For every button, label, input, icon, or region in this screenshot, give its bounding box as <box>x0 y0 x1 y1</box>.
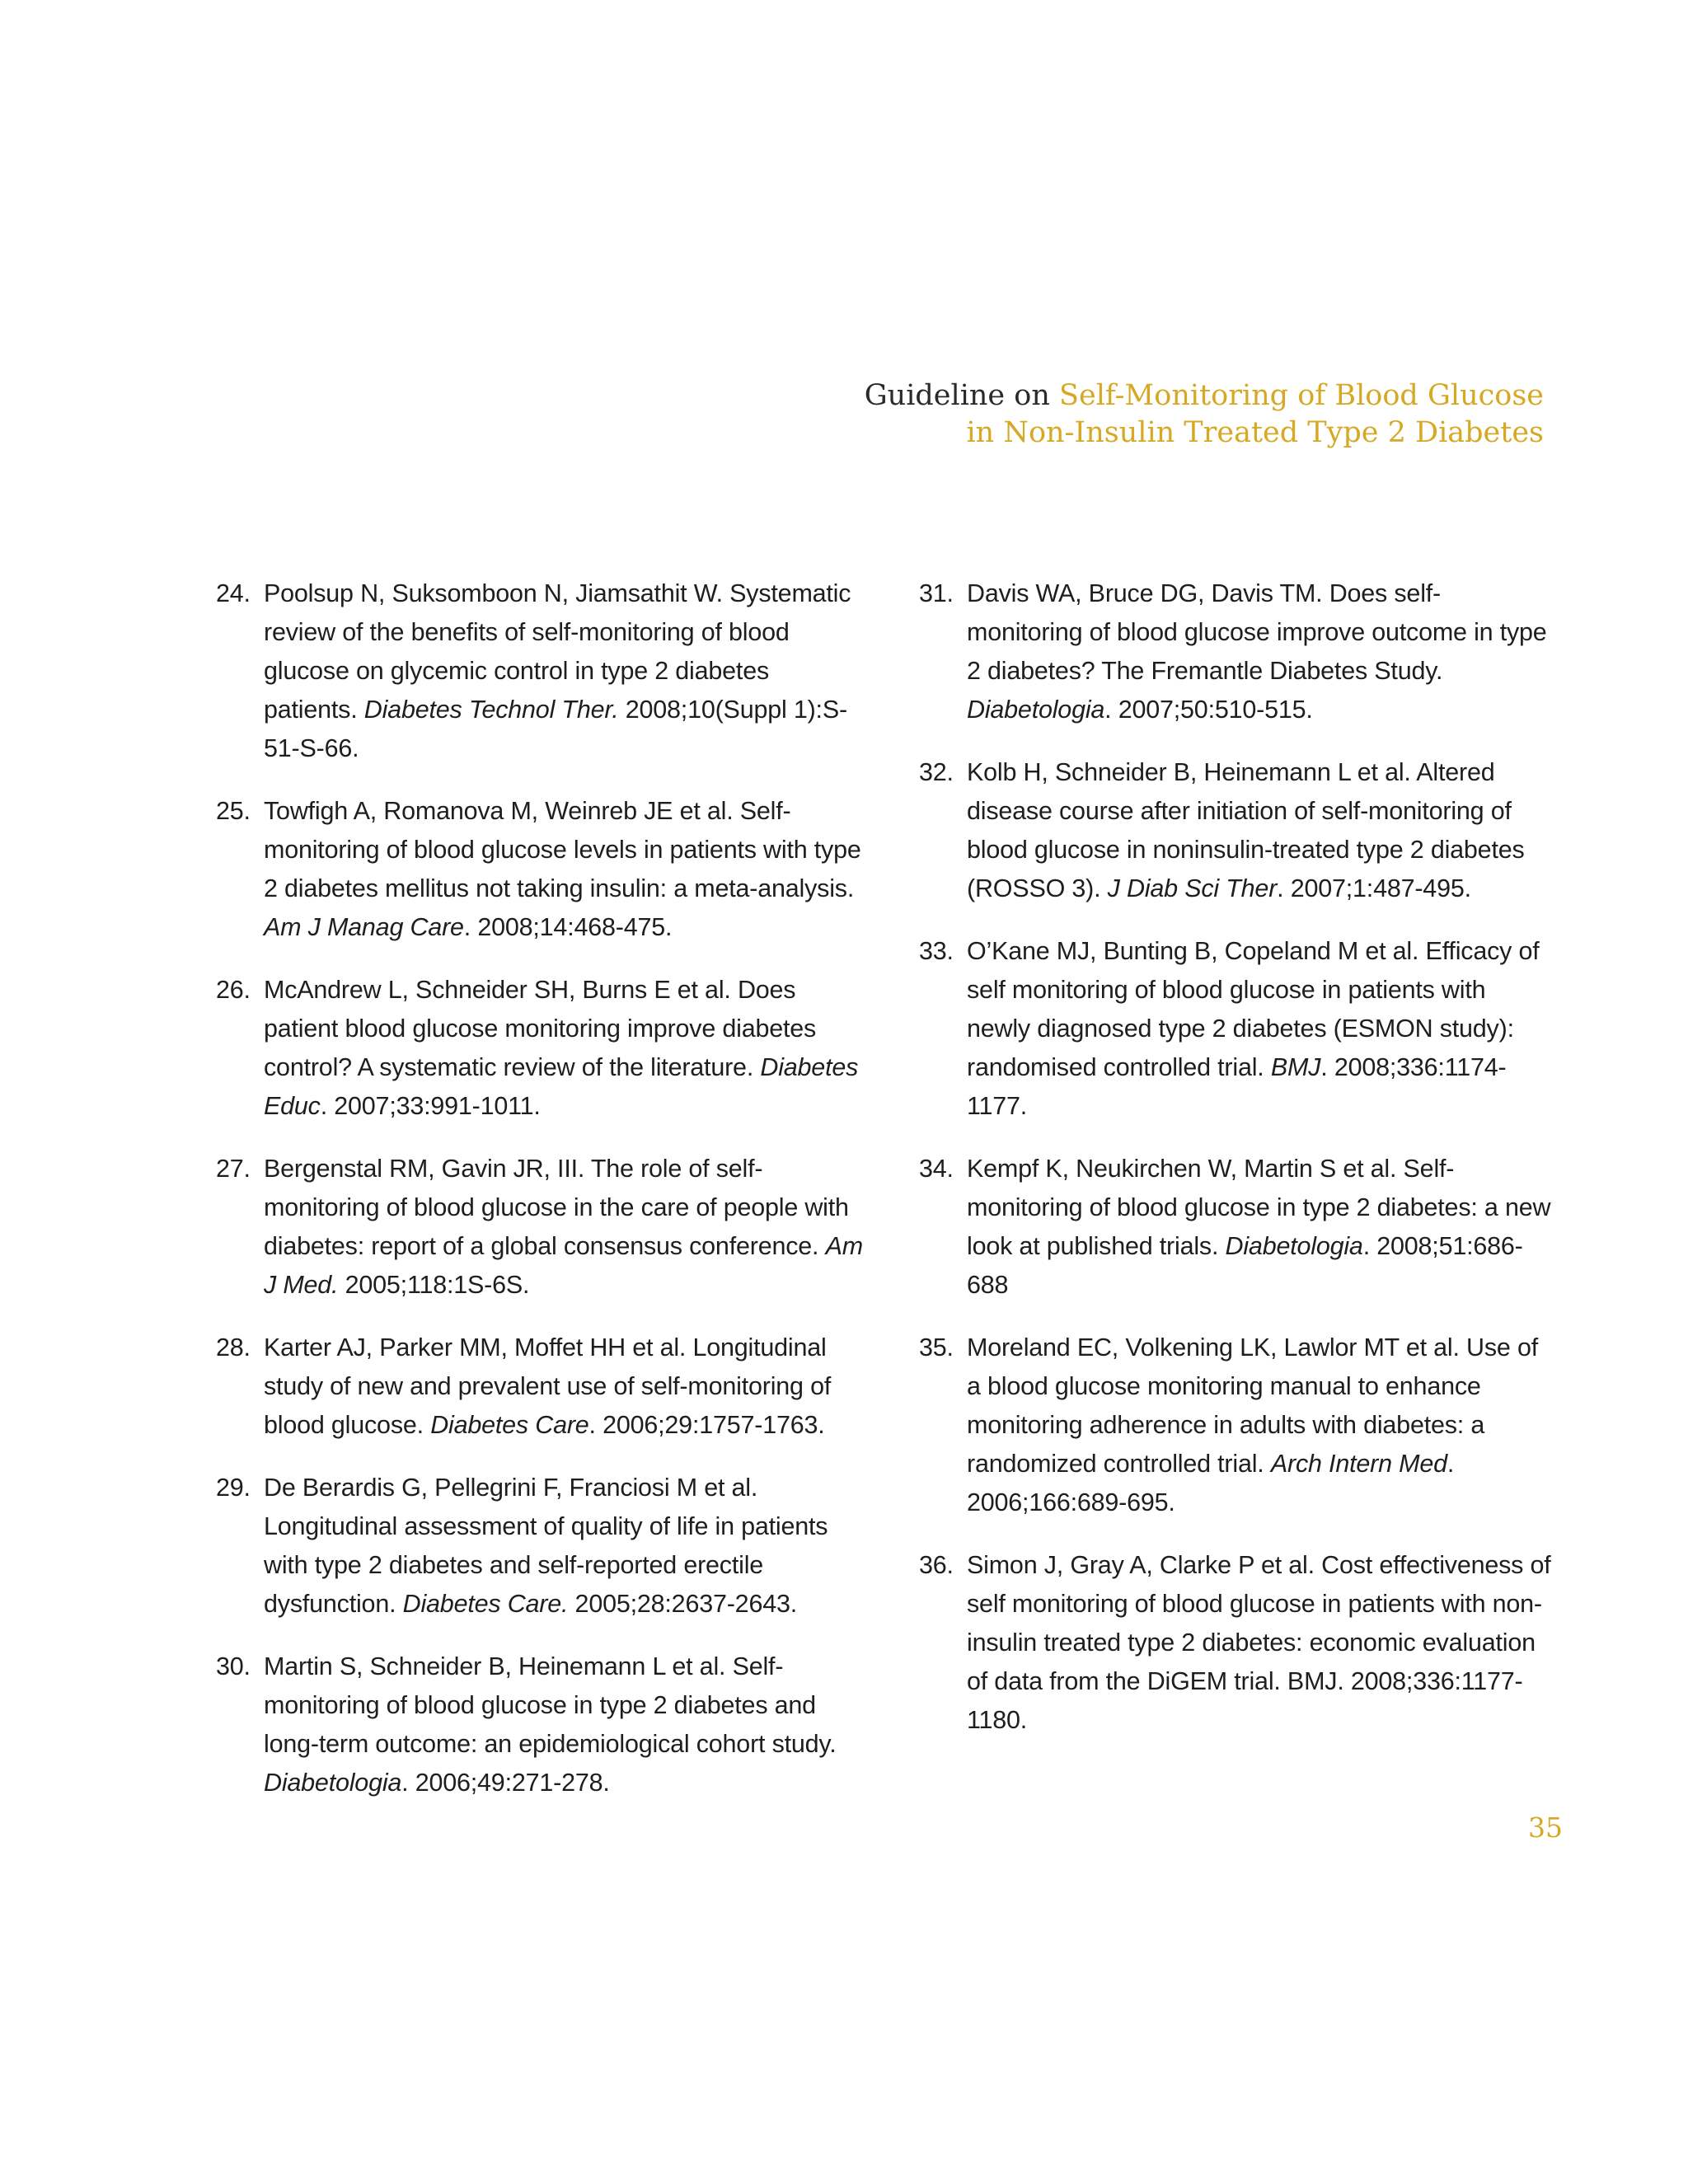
header-line-1 <box>865 377 1544 415</box>
reference-journal: Diabetologia <box>1225 1232 1363 1260</box>
reference-number: 35. <box>919 1333 954 1361</box>
reference-tail: 2008;10(Suppl 1):S-51-S-66. <box>264 696 847 762</box>
reference-text: Towfigh A, Romanova M, Weinreb JE et al. Self-monitoring of blood glucose levels in patients with type 2 diabetes mellitus not taking insulin: a meta-analysis. <box>264 797 861 902</box>
page-header <box>865 377 1544 452</box>
reference-item <box>919 1329 1554 1522</box>
reference-tail: . 2007;1:487-495. <box>1277 874 1471 902</box>
reference-text: McAndrew L, Schneider SH, Burns E et al. Does patient blood glucose monitoring improve diabetes control? A systematic review of the literature. <box>264 976 817 1081</box>
reference-number: 32. <box>919 758 954 786</box>
reference-item <box>216 574 867 768</box>
reference-item <box>919 932 1554 1126</box>
reference-number: 30. <box>216 1652 251 1680</box>
reference-number: 34. <box>919 1155 954 1183</box>
reference-tail: . 2006;166:689-695. <box>967 1450 1455 1516</box>
reference-journal: Diabetologia <box>264 1769 402 1797</box>
reference-number: 36. <box>919 1551 954 1579</box>
reference-tail: 2005;118:1S-6S. <box>338 1271 530 1299</box>
reference-tail: . 2008;336:1174-1177. <box>967 1053 1507 1120</box>
reference-tail: . 2008;51:686-688 <box>967 1232 1523 1299</box>
references-right-column <box>919 574 1554 1764</box>
reference-number: 25. <box>216 797 251 825</box>
reference-journal: Am J Med. <box>264 1232 863 1299</box>
reference-tail: . 2006;29:1757-1763. <box>588 1411 825 1439</box>
reference-tail: . 2008;14:468-475. <box>463 913 673 941</box>
reference-text: Simon J, Gray A, Clarke P et al. Cost effectiveness of self monitoring of blood glucose in patients with non-insulin treated type 2 diabetes: economic evaluation of data from the DiGEM trial. BMJ. 2008;336:1177-1180. <box>967 1551 1551 1734</box>
references-left-column <box>216 574 867 1826</box>
reference-tail: . 2006;49:271-278. <box>401 1769 610 1797</box>
reference-journal: Am J Manag Care <box>264 913 464 941</box>
reference-item <box>216 1150 867 1305</box>
reference-journal: Diabetes Educ <box>264 1053 859 1120</box>
reference-text: De Berardis G, Pellegrini F, Franciosi M et al. Longitudinal assessment of quality of life in patients with type 2 diabetes and self-reported erectile dysfunction. <box>264 1474 828 1618</box>
reference-text: Davis WA, Bruce DG, Davis TM. Does self-monitoring of blood glucose improve outcome in type 2 diabetes? The Fremantle Diabetes Study. <box>967 579 1547 685</box>
reference-journal: Diabetes Care. <box>402 1590 569 1618</box>
reference-text: Moreland EC, Volkening LK, Lawlor MT et al. Use of a blood glucose monitoring manual to enhance monitoring adherence in adults with diabetes: a randomized controlled trial. <box>967 1333 1538 1478</box>
reference-item <box>216 971 867 1126</box>
header-title-line-1: Self-Monitoring of Blood Glucose <box>1059 379 1544 412</box>
reference-journal: J Diab Sci Ther <box>1107 874 1278 902</box>
reference-item <box>216 792 867 947</box>
reference-number: 28. <box>216 1333 251 1361</box>
page-number: 35 <box>1528 1811 1563 1844</box>
reference-text: Karter AJ, Parker MM, Moffet HH et al. Longitudinal study of new and prevalent use of self-monitoring of blood glucose. <box>264 1333 832 1439</box>
reference-number: 31. <box>919 579 954 607</box>
reference-text: O’Kane MJ, Bunting B, Copeland M et al. Efficacy of self monitoring of blood glucose in patients with newly diagnosed type 2 diabetes (ESMON study): randomised controlled trial. <box>967 937 1540 1081</box>
reference-journal: Diabetes Care <box>430 1411 589 1439</box>
reference-item <box>919 1546 1554 1740</box>
reference-item <box>216 1647 867 1802</box>
reference-text: Kolb H, Schneider B, Heinemann L et al. Altered disease course after initiation of self-monitoring of blood glucose in noninsulin-treated type 2 diabetes (ROSSO 3). <box>967 758 1525 902</box>
header-prefix: Guideline on <box>864 379 1060 412</box>
reference-journal: Arch Intern Med <box>1270 1450 1447 1478</box>
reference-number: 26. <box>216 976 251 1004</box>
reference-tail: . 2007;33:991-1011. <box>320 1092 541 1120</box>
reference-tail: . 2007;50:510-515. <box>1104 696 1313 724</box>
reference-journal: Diabetes Technol Ther. <box>363 696 619 724</box>
reference-item <box>216 1329 867 1445</box>
reference-text: Kempf K, Neukirchen W, Martin S et al. Self-monitoring of blood glucose in type 2 diabetes: a new look at published trials. <box>967 1155 1551 1260</box>
reference-item <box>919 1150 1554 1305</box>
reference-number: 33. <box>919 937 954 965</box>
reference-item <box>919 753 1554 908</box>
reference-journal: BMJ <box>1270 1053 1321 1081</box>
reference-number: 29. <box>216 1474 251 1502</box>
reference-text: Poolsup N, Suksomboon N, Jiamsathit W. Systematic review of the benefits of self-monitoring of blood glucose on glycemic control in type 2 diabetes patients. <box>264 579 851 724</box>
reference-text: Bergenstal RM, Gavin JR, III. The role of self-monitoring of blood glucose in the care of people with diabetes: report of a global consensus conference. <box>264 1155 849 1260</box>
reference-item <box>919 574 1554 729</box>
reference-tail: 2005;28:2637-2643. <box>568 1590 798 1618</box>
reference-item <box>216 1469 867 1624</box>
header-title-line-2: in Non-Insulin Treated Type 2 Diabetes <box>966 416 1544 449</box>
reference-text: Martin S, Schneider B, Heinemann L et al. Self-monitoring of blood glucose in type 2 diabetes and long-term outcome: an epidemiological cohort study. <box>264 1652 837 1758</box>
reference-number: 27. <box>216 1155 251 1183</box>
reference-journal: Diabetologia <box>967 696 1105 724</box>
reference-number: 24. <box>216 579 251 607</box>
